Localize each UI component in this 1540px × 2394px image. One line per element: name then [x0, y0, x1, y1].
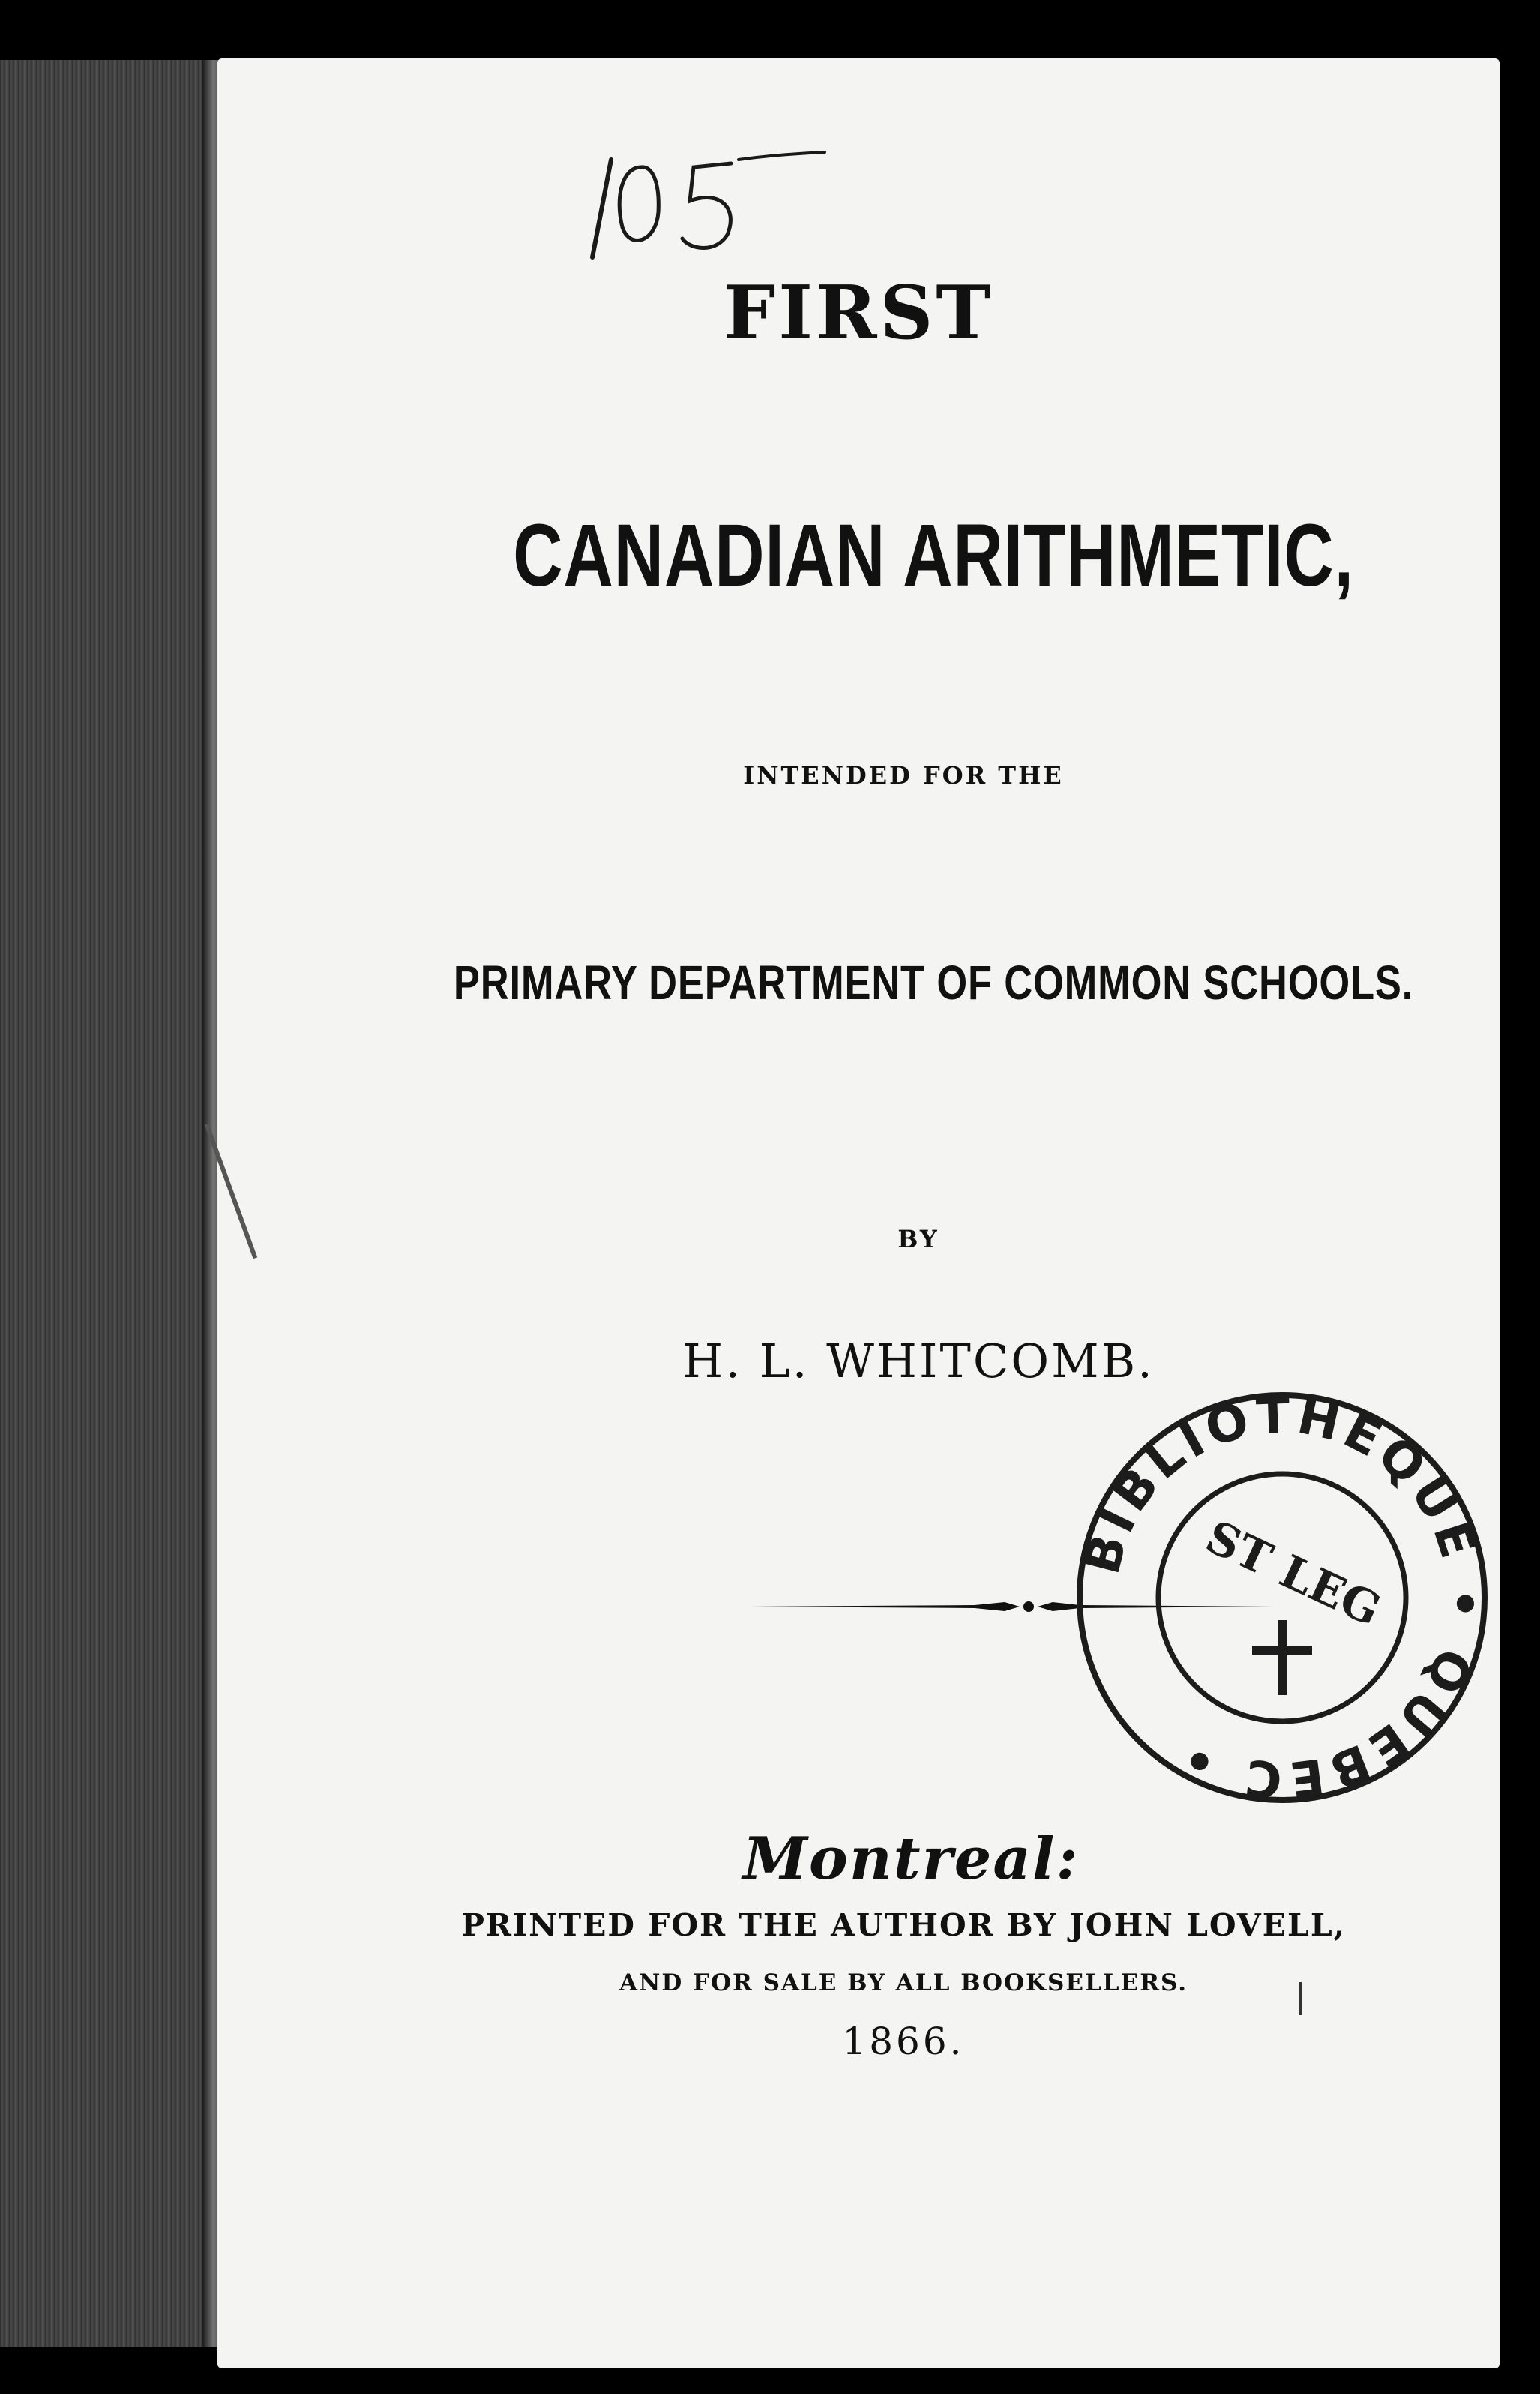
- stamp-inner-text: ST LEG: [1197, 1510, 1389, 1637]
- imprint-printer: PRINTED FOR THE AUTHOR BY JOHN LOVELL,: [461, 1907, 1346, 1943]
- stamp-outer-text: BIBLIOTHEQUE • QUEBEC •: [1072, 1386, 1494, 1810]
- author-name: H. L. WHITCOMB.: [682, 1334, 1155, 1388]
- imprint-sale: AND FOR SALE BY ALL BOOKSELLERS.: [619, 1970, 1188, 1996]
- intended-for-line: INTENDED FOR THE: [743, 761, 1064, 790]
- audience-line: PRIMARY DEPARTMENT OF COMMON SCHOOLS.: [453, 956, 1414, 1010]
- title-line-first: FIRST: [723, 270, 994, 356]
- imprint-city: Montreal:: [742, 1825, 1080, 1893]
- book-spine: [0, 60, 217, 2348]
- handwritten-note: [570, 137, 840, 280]
- title-line-main: CANADIAN ARITHMETIC,: [513, 506, 1354, 605]
- stray-mark: [1299, 1982, 1302, 2015]
- title-page: [217, 58, 1500, 2368]
- imprint-year: 1866.: [842, 2020, 965, 2063]
- by-line: BY: [897, 1225, 939, 1253]
- library-stamp: [1065, 1380, 1500, 1815]
- cross-icon: [1252, 1620, 1312, 1695]
